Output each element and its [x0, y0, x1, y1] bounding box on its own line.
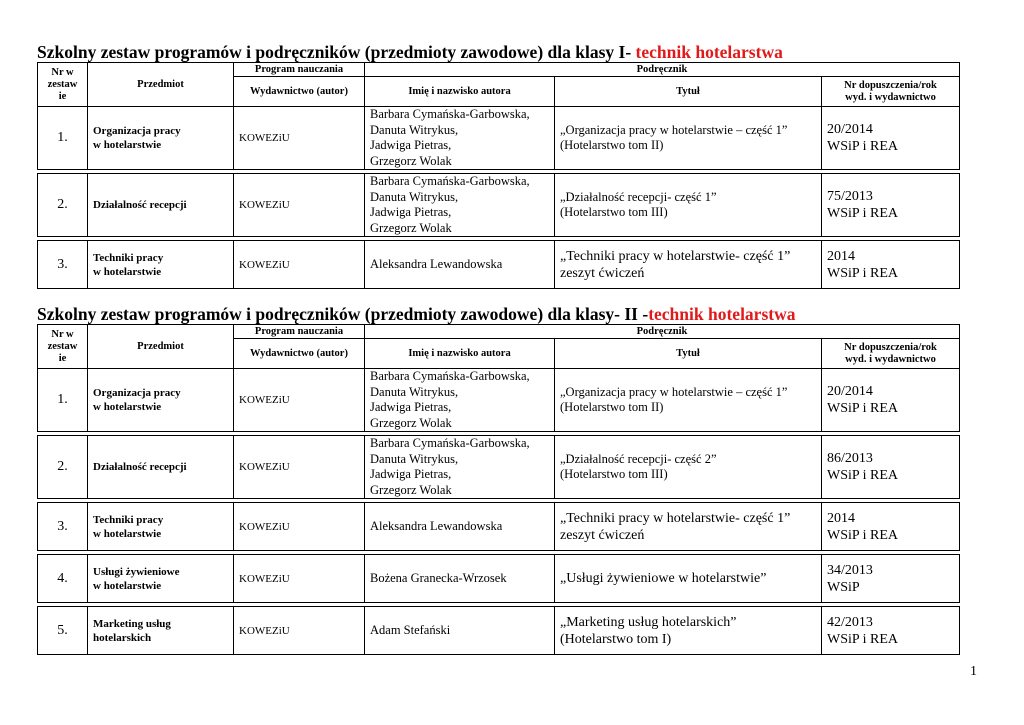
approval-cell: 42/2013 WSiP i REA — [822, 607, 960, 655]
programs-table — [37, 62, 960, 289]
author-cell: Aleksandra Lewandowska — [365, 503, 555, 551]
approval-cell: 20/2014 WSiP i REA — [822, 107, 960, 170]
section-class-1 — [37, 42, 959, 289]
author-cell: Aleksandra Lewandowska — [365, 241, 555, 289]
header-wydawnictwo: Wydawnictwo (autor) — [234, 77, 365, 107]
table-row — [38, 503, 960, 551]
title-cell: „Marketing usług hotelarskich” (Hotelarstwo tom I) — [555, 607, 822, 655]
publisher-cell: KOWEZiU — [234, 436, 365, 499]
programs-table — [37, 324, 960, 655]
title-cell: „Techniki pracy w hotelarstwie- część 1” zeszyt ćwiczeń — [555, 241, 822, 289]
title-cell: „Techniki pracy w hotelarstwie- część 1” zeszyt ćwiczeń — [555, 503, 822, 551]
table-row — [38, 241, 960, 289]
table-row — [38, 174, 960, 237]
author-cell: Barbara Cymańska-Garbowska, Danuta Witrykus, Jadwiga Pietras, Grzegorz Wolak — [365, 369, 555, 432]
row-number: 3. — [38, 503, 88, 551]
title-cell: „Działalność recepcji- część 1” (Hotelarstwo tom III) — [555, 174, 822, 237]
row-number: 3. — [38, 241, 88, 289]
publisher-cell: KOWEZiU — [234, 369, 365, 432]
section-title: Szkolny zestaw programów i podręczników (przedmioty zawodowe) dla klasy I- technik hotelarstwa — [37, 42, 783, 62]
subject-cell: Działalność recepcji — [88, 174, 234, 237]
publisher-cell: KOWEZiU — [234, 107, 365, 170]
row-number: 2. — [38, 174, 88, 237]
approval-cell: 34/2013 WSiP — [822, 555, 960, 603]
section-class-2 — [37, 304, 959, 655]
header-dopuszczenie: Nr dopuszczenia/rok wyd. i wydawnictwo — [822, 77, 960, 107]
approval-cell: 86/2013 WSiP i REA — [822, 436, 960, 499]
subject-cell: Usługi żywieniowe w hotelarstwie — [88, 555, 234, 603]
row-number: 4. — [38, 555, 88, 603]
section-title: Szkolny zestaw programów i podręczników (przedmioty zawodowe) dla klasy- II -technik hotelarstwa — [37, 304, 796, 324]
approval-cell: 2014 WSiP i REA — [822, 241, 960, 289]
approval-cell: 75/2013 WSiP i REA — [822, 174, 960, 237]
approval-cell: 20/2014 WSiP i REA — [822, 369, 960, 432]
row-number: 1. — [38, 369, 88, 432]
row-number: 5. — [38, 607, 88, 655]
header-nr: Nr w zestaw ie — [38, 63, 88, 107]
title-cell: „Usługi żywieniowe w hotelarstwie” — [555, 555, 822, 603]
subject-cell: Organizacja pracy w hotelarstwie — [88, 369, 234, 432]
title-cell: „Organizacja pracy w hotelarstwie – część 1” (Hotelarstwo tom II) — [555, 107, 822, 170]
approval-cell: 2014 WSiP i REA — [822, 503, 960, 551]
table-row — [38, 107, 960, 170]
publisher-cell: KOWEZiU — [234, 174, 365, 237]
publisher-cell: KOWEZiU — [234, 555, 365, 603]
author-cell: Barbara Cymańska-Garbowska, Danuta Witrykus, Jadwiga Pietras, Grzegorz Wolak — [365, 174, 555, 237]
header-wydawnictwo: Wydawnictwo (autor) — [234, 339, 365, 369]
publisher-cell: KOWEZiU — [234, 241, 365, 289]
row-number: 2. — [38, 436, 88, 499]
header-dopuszczenie: Nr dopuszczenia/rok wyd. i wydawnictwo — [822, 339, 960, 369]
author-cell: Bożena Granecka-Wrzosek — [365, 555, 555, 603]
title-cell: „Działalność recepcji- część 2” (Hotelarstwo tom III) — [555, 436, 822, 499]
title-cell: „Organizacja pracy w hotelarstwie – część 1” (Hotelarstwo tom II) — [555, 369, 822, 432]
table-row — [38, 436, 960, 499]
header-przedmiot: Przedmiot — [88, 325, 234, 369]
subject-cell: Techniki pracy w hotelarstwie — [88, 503, 234, 551]
author-cell: Barbara Cymańska-Garbowska, Danuta Witrykus, Jadwiga Pietras, Grzegorz Wolak — [365, 436, 555, 499]
header-tytul: Tytuł — [555, 77, 822, 107]
subject-cell: Marketing usług hotelarskich — [88, 607, 234, 655]
subject-cell: Działalność recepcji — [88, 436, 234, 499]
subject-cell: Techniki pracy w hotelarstwie — [88, 241, 234, 289]
page-number: 1 — [970, 664, 977, 679]
header-autor: Imię i nazwisko autora — [365, 77, 555, 107]
table-row — [38, 607, 960, 655]
author-cell: Adam Stefański — [365, 607, 555, 655]
header-autor: Imię i nazwisko autora — [365, 339, 555, 369]
header-nr: Nr w zestaw ie — [38, 325, 88, 369]
subject-cell: Organizacja pracy w hotelarstwie — [88, 107, 234, 170]
row-number: 1. — [38, 107, 88, 170]
publisher-cell: KOWEZiU — [234, 503, 365, 551]
header-podrecznik: Podręcznik — [365, 63, 960, 77]
author-cell: Barbara Cymańska-Garbowska, Danuta Witrykus, Jadwiga Pietras, Grzegorz Wolak — [365, 107, 555, 170]
header-program: Program nauczania — [234, 325, 365, 339]
table-row — [38, 369, 960, 432]
header-program: Program nauczania — [234, 63, 365, 77]
header-tytul: Tytuł — [555, 339, 822, 369]
publisher-cell: KOWEZiU — [234, 607, 365, 655]
table-row — [38, 555, 960, 603]
header-podrecznik: Podręcznik — [365, 325, 960, 339]
header-przedmiot: Przedmiot — [88, 63, 234, 107]
